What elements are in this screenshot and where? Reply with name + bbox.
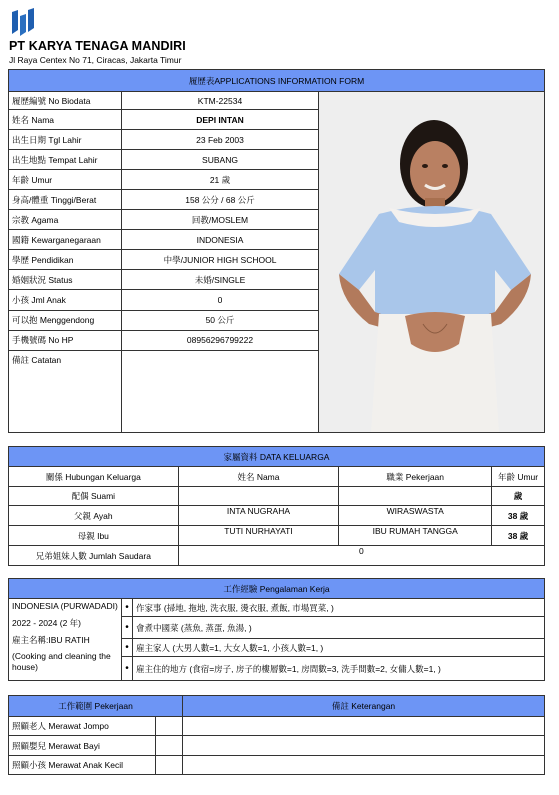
- experience-country: INDONESIA (PURWADADI): [12, 601, 118, 611]
- photo-cell: [319, 92, 545, 433]
- family-title: 家屬資料 DATA KELUARGA: [9, 447, 545, 467]
- experience-period: 2022 - 2024 (2 年): [12, 618, 81, 628]
- family-header: 關係 Hubungan Keluarga: [9, 467, 179, 487]
- scope-item-note: [183, 756, 545, 775]
- field-label: 婚姻狀況 Status: [9, 270, 122, 290]
- family-relation: 配偶 Suami: [9, 487, 179, 506]
- scope-item-value: [156, 756, 183, 775]
- family-table: [8, 446, 545, 566]
- scope-title: 工作範圍 Pekerjaan: [9, 696, 183, 717]
- field-value: [122, 350, 319, 432]
- field-label: 宗教 Agama: [9, 210, 122, 230]
- field-value: 0: [122, 290, 319, 310]
- field-value: 未婚/SINGLE: [122, 270, 319, 290]
- field-value: 23 Feb 2003: [122, 130, 319, 150]
- experience-table: [8, 578, 545, 681]
- family-name: TUTI NURHAYATI: [178, 526, 339, 546]
- scope-item-label: 照顧嬰兒 Merawat Bayi: [9, 736, 156, 756]
- bullet-icon: •: [122, 657, 133, 681]
- scope-item-value: [156, 717, 183, 736]
- field-value: 回教/MOSLEM: [122, 210, 319, 230]
- field-label: 出生日期 Tgl Lahir: [9, 130, 122, 150]
- field-label: 身高/體重 Tinggi/Berat: [9, 190, 122, 210]
- scope-item-note: [183, 736, 545, 756]
- field-label: 可以抱 Menggendong: [9, 310, 122, 330]
- scope-item-label: 照顧老人 Merawat Jompo: [9, 717, 156, 736]
- applicant-photo: [319, 92, 544, 432]
- field-label: 姓名 Nama: [9, 110, 122, 130]
- family-header: 職業 Pekerjaan: [339, 467, 492, 487]
- field-value: 08956296799222: [122, 330, 319, 350]
- notes-title: 備註 Keterangan: [183, 696, 545, 717]
- field-label: 小孩 Jml Anak: [9, 290, 122, 310]
- experience-title: 工作經驗 Pengalaman Kerja: [9, 579, 545, 599]
- family-name: [178, 487, 339, 506]
- family-job: WIRASWASTA: [339, 506, 492, 526]
- family-job: [339, 487, 492, 506]
- bullet-icon: •: [122, 617, 133, 639]
- experience-details: [9, 599, 122, 681]
- field-label: 國籍 Kewarganegaraan: [9, 230, 122, 250]
- bullet-icon: •: [122, 599, 133, 617]
- experience-item: 作家事 (掃地, 拖地, 洗衣服, 燙衣服, 煮飯, 市場買菜, ): [133, 599, 545, 617]
- form-title: 履歷表APPLICATIONS INFORMATION FORM: [9, 70, 545, 92]
- field-label: 履歷編號 No Biodata: [9, 92, 122, 110]
- family-header: 姓名 Nama: [178, 467, 339, 487]
- field-label: 出生地點 Tempat Lahir: [9, 150, 122, 170]
- family-name: INTA NUGRAHA: [178, 506, 339, 526]
- field-label: 備註 Catatan: [9, 350, 122, 432]
- family-job: IBU RUMAH TANGGA: [339, 526, 492, 546]
- field-label: 手機號碼 No HP: [9, 330, 122, 350]
- applicant-name-value: DEPI INTAN: [122, 110, 319, 130]
- company-logo-icon: [10, 8, 38, 38]
- experience-item: 雇主住的地方 (食宿=房子, 房子的樓層數=1, 房間數=3, 洗手間數=2, 女傭人數=1, ): [133, 657, 545, 681]
- siblings-label: 兄弟姐妹人數 Jumlah Saudara: [9, 546, 179, 566]
- siblings-value: 0: [178, 546, 544, 566]
- company-address: Jl Raya Centex No 71, Ciracas, Jakarta Timur: [9, 55, 182, 65]
- family-age: 38 歲: [492, 506, 545, 526]
- experience-role: (Cooking and cleaning the house): [12, 651, 111, 672]
- family-relation: 母親 Ibu: [9, 526, 179, 546]
- family-relation: 父親 Ayah: [9, 506, 179, 526]
- field-value: 158 公分 / 68 公斤: [122, 190, 319, 210]
- field-value: INDONESIA: [122, 230, 319, 250]
- experience-employer: 雇主名稱:IBU RATIH: [12, 635, 90, 645]
- field-value: 中學/JUNIOR HIGH SCHOOL: [122, 250, 319, 270]
- experience-item: 雇主家人 (大男人數=1, 大女人數=1, 小孩人數=1, ): [133, 639, 545, 657]
- family-age: 38 歲: [492, 526, 545, 546]
- company-name: PT KARYA TENAGA MANDIRI: [9, 39, 186, 53]
- scope-table: [8, 695, 545, 775]
- field-label: 學歷 Pendidikan: [9, 250, 122, 270]
- bullet-icon: •: [122, 639, 133, 657]
- field-value: 21 歲: [122, 170, 319, 190]
- scope-item-label: 照顧小孩 Merawat Anak Kecil: [9, 756, 156, 775]
- family-age: 歲: [492, 487, 545, 506]
- experience-item: 會煮中國菜 (蒸魚, 蒸蛋, 魚湯, ): [133, 617, 545, 639]
- scope-item-note: [183, 717, 545, 736]
- field-value: 50 公斤: [122, 310, 319, 330]
- field-label: 年齡 Umur: [9, 170, 122, 190]
- scope-item-value: [156, 736, 183, 756]
- field-value: SUBANG: [122, 150, 319, 170]
- field-value: KTM-22534: [122, 92, 319, 110]
- family-header: 年齡 Umur: [492, 467, 545, 487]
- info-table: [8, 69, 545, 433]
